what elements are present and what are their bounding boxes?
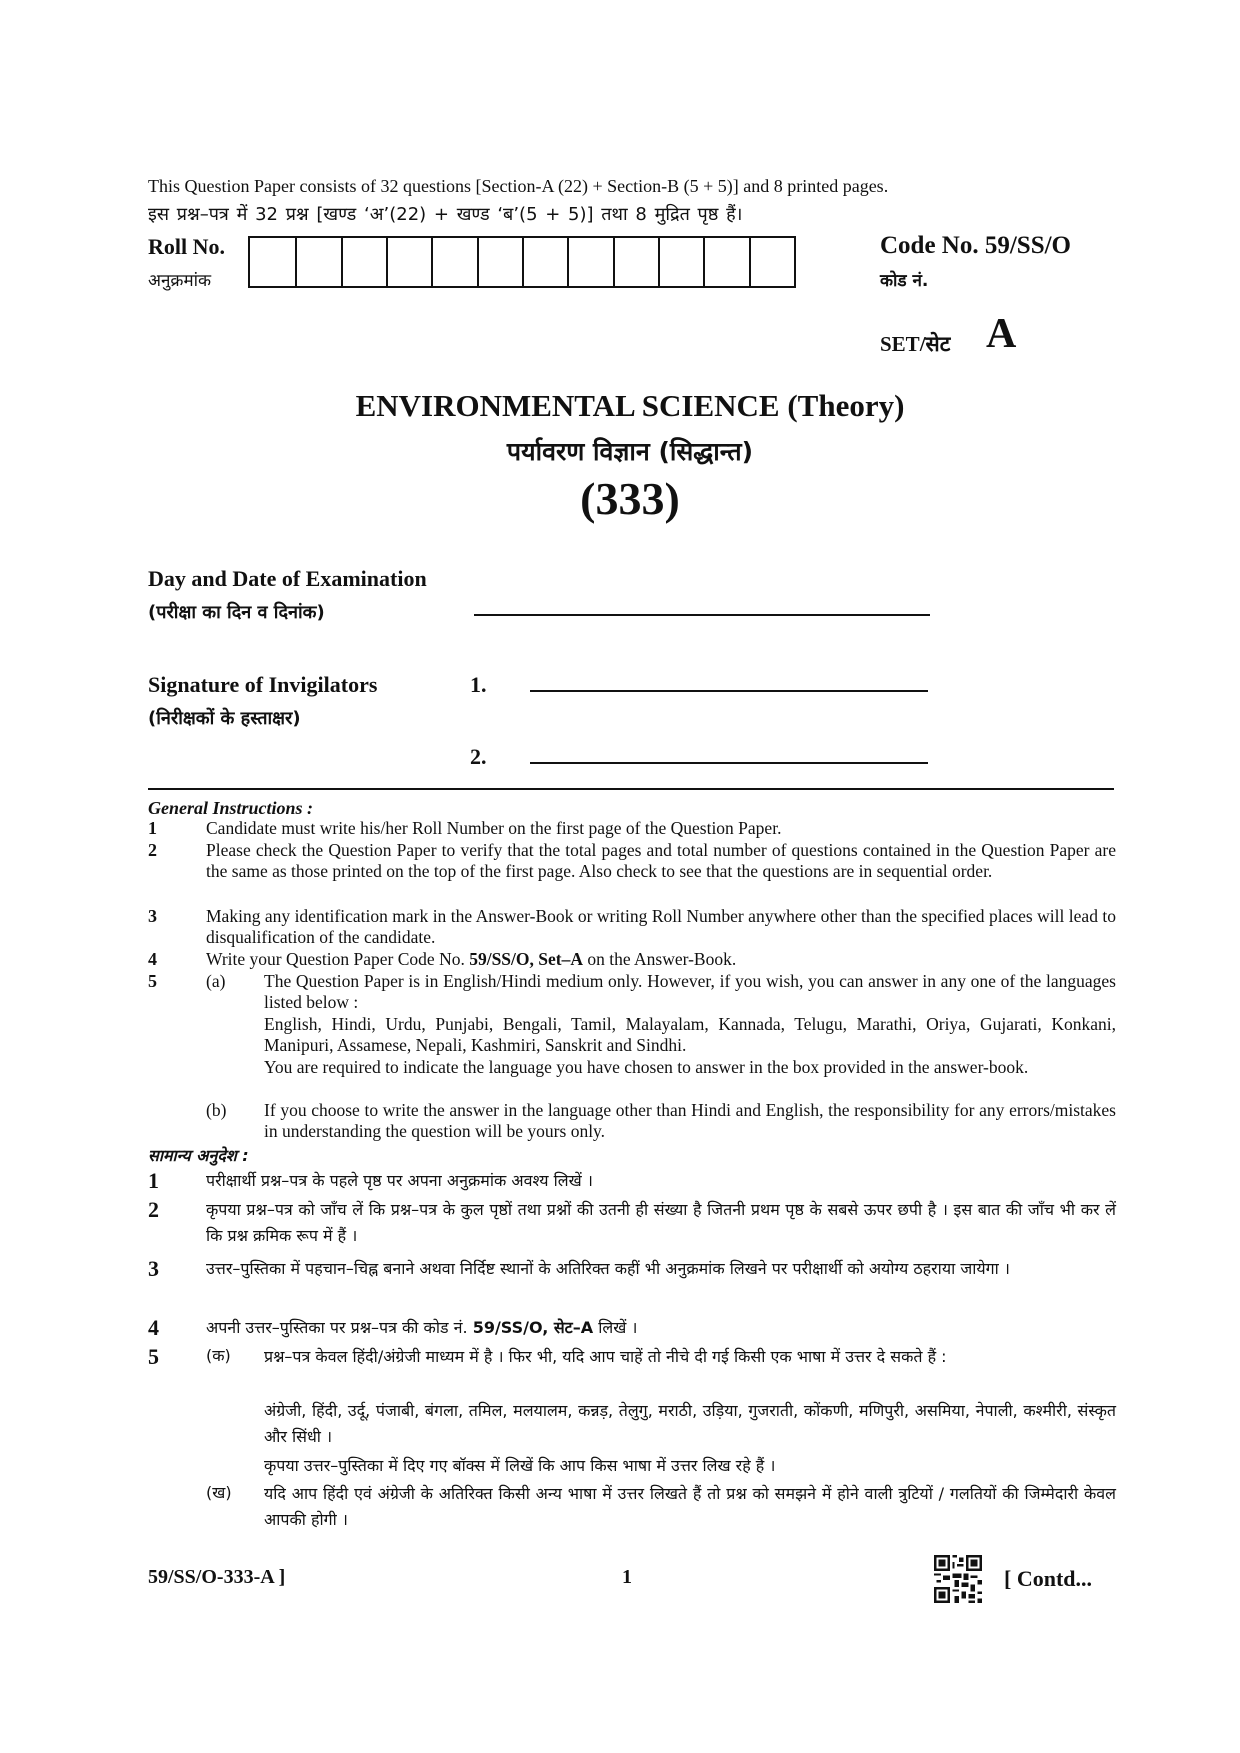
instruction-number: 1	[148, 818, 157, 838]
roll-number-cell-divider	[341, 238, 343, 286]
instruction-number: 4	[148, 1315, 159, 1340]
general-instructions-heading: General Instructions :	[148, 798, 314, 818]
instruction-text-hindi: परीक्षार्थी प्रश्न–पत्र के पहले पृष्ठ पर अपना अनुक्रमांक अवश्य लिखें ।	[206, 1171, 593, 1190]
instruction-text-hindi: कृपया प्रश्न–पत्र को जाँच लें कि प्रश्न–पत्र के कुल पृष्ठों तथा प्रश्नों की उतनी ही संख्या है जितनी प्रथम पृष्ठ के सबसे ऊपर छपी है । इस बात की जाँच भी कर लें कि प्रश्न क्रमिक रूप में हैं ।	[206, 1200, 1116, 1245]
roll-number-cell-divider	[522, 238, 524, 286]
general-instructions-heading-hindi: सामान्य अनुदेश :	[148, 1146, 249, 1165]
instruction-text: Candidate must write his/her Roll Number on the first page of the Question Paper.	[206, 818, 782, 838]
signature-2-number: 2.	[470, 744, 487, 769]
subject-code: (333)	[580, 473, 680, 524]
page-number: 1	[622, 1566, 632, 1588]
sub-instruction-label: (ख)	[206, 1483, 232, 1502]
footer-paper-code: 59/SS/O-333-A ]	[148, 1566, 286, 1588]
instruction-number: 3	[148, 906, 157, 926]
exam-date-line[interactable]	[474, 614, 930, 616]
instruction-number: 5	[148, 971, 157, 991]
language-list-hindi: अंग्रेजी, हिंदी, उर्दू, पंजाबी, बंगला, तमिल, मलयालम, कन्नड़, तेलुगु, मराठी, उड़िया, गुजराती, कोंकणी, मणिपुरी, असमिया, नेपाली, कश्मीरी, संस्कृत और सिंधी ।	[264, 1401, 1116, 1446]
roll-number-cell-divider	[477, 238, 479, 286]
roll-number-cell-divider	[658, 238, 660, 286]
code-number: Code No. 59/SS/O	[880, 232, 1072, 259]
roll-no-label: Roll No.	[148, 234, 225, 259]
question-count-english: This Question Paper consists of 32 questions [Section-A (22) + Section-B (5 + 5)] and 8 printed pages.	[148, 176, 889, 196]
invigilator-signature-label: Signature of Invigilators	[148, 672, 378, 697]
exam-date-label-hindi: (परीक्षा का दिन व दिनांक)	[148, 602, 325, 623]
roll-number-cell-divider	[703, 238, 705, 286]
signature-2-line[interactable]	[530, 762, 928, 764]
sub-instruction-label: (क)	[206, 1346, 231, 1365]
invigilator-signature-label-hindi: (निरीक्षकों के हस्ताक्षर)	[148, 708, 301, 729]
instruction-number: 2	[148, 1197, 159, 1222]
sub-instruction-label: (b)	[206, 1100, 227, 1120]
code-number-hindi: कोड नं.	[880, 271, 929, 291]
continued-marker: [ Contd...	[1004, 1566, 1093, 1591]
sub-instruction-note-hindi: कृपया उत्तर–पुस्तिका में दिए गए बॉक्स में लिखें कि आप किस भाषा में उत्तर लिख रहे हैं ।	[264, 1456, 776, 1475]
roll-number-boxes[interactable]	[248, 236, 796, 288]
sub-instruction-text-hindi: यदि आप हिंदी एवं अंग्रेजी के अतिरिक्त किसी अन्य भाषा में उत्तर लिखते हैं तो प्रश्न को समझने में होने वाली त्रुटियों / गलतियों की जिम्मेदारी केवल आपकी होगी ।	[264, 1484, 1116, 1529]
instruction-text: Please check the Question Paper to verify that the total pages and total number of questions contained in the Question Paper are the same as those printed on the top of the first page. Also check to see that the questions are in sequential order.	[206, 840, 1116, 881]
instruction-number: 3	[148, 1256, 159, 1281]
question-count-hindi: इस प्रश्न–पत्र में 32 प्रश्न [खण्ड ‘अ’(22) + खण्ड ‘ब’(5 + 5)] तथा 8 मुद्रित पृष्ठ हैं।	[148, 204, 743, 225]
roll-number-cell-divider	[295, 238, 297, 286]
instruction-text: Write your Question Paper Code No. 59/SS/O, Set–A on the Answer-Book.	[206, 949, 737, 969]
set-label: SET/सेट	[880, 332, 951, 356]
sub-instruction-text: If you choose to write the answer in the language other than Hindi and English, the responsibility for any errors/mistakes in understanding the question will be yours only.	[264, 1100, 1116, 1141]
sub-instruction-label: (a)	[206, 971, 226, 991]
section-divider	[148, 788, 1114, 790]
sub-instruction-text: The Question Paper is in English/Hindi medium only. However, if you wish, you can answer in any one of the languages listed below :	[264, 971, 1116, 1012]
instruction-text-hindi: अपनी उत्तर–पुस्तिका पर प्रश्न–पत्र की कोड नं. 59/SS/O, सेट–A लिखें ।	[206, 1318, 638, 1337]
instruction-text: Making any identification mark in the Answer-Book or writing Roll Number anywhere other than the specified places will lead to disqualification of the candidate.	[206, 906, 1116, 947]
roll-number-cell-divider	[749, 238, 751, 286]
instruction-number: 2	[148, 840, 157, 860]
subject-title: ENVIRONMENTAL SCIENCE (Theory)	[355, 388, 905, 423]
roll-number-cell-divider	[613, 238, 615, 286]
qr-code-icon	[934, 1555, 982, 1603]
roll-number-cell-divider	[386, 238, 388, 286]
language-list: English, Hindi, Urdu, Punjabi, Bengali, Tamil, Malayalam, Kannada, Telugu, Marathi, Oriya, Gujarati, Konkani, Manipuri, Assamese, Nepali, Kashmiri, Sanskrit and Sindhi.	[264, 1014, 1116, 1055]
subject-title-hindi: पर्यावरण विज्ञान (सिद्धान्त)	[506, 437, 754, 466]
instruction-number: 5	[148, 1344, 159, 1369]
exam-date-label: Day and Date of Examination	[148, 566, 427, 591]
roll-number-cell-divider	[567, 238, 569, 286]
instruction-number: 4	[148, 949, 157, 969]
set-value: A	[986, 311, 1017, 357]
sub-instruction-text-hindi: प्रश्न–पत्र केवल हिंदी/अंग्रेजी माध्यम में है । फिर भी, यदि आप चाहें तो नीचे दी गई किसी एक भाषा में उत्तर दे सकते हैं :	[264, 1347, 947, 1366]
signature-1-line[interactable]	[530, 690, 928, 692]
signature-1-number: 1.	[470, 672, 487, 697]
roll-no-label-hindi: अनुक्रमांक	[148, 271, 212, 291]
roll-number-cell-divider	[431, 238, 433, 286]
instruction-text-hindi: उत्तर–पुस्तिका में पहचान–चिह्न बनाने अथवा निर्दिष्ट स्थानों के अतिरिक्त कहीं भी अनुक्रमांक लिखने पर परीक्षार्थी को अयोग्य ठहराया जायेगा ।	[206, 1259, 1010, 1278]
instruction-number: 1	[148, 1168, 159, 1193]
sub-instruction-note: You are required to indicate the language you have chosen to answer in the box provided in the answer-book.	[264, 1057, 1029, 1077]
